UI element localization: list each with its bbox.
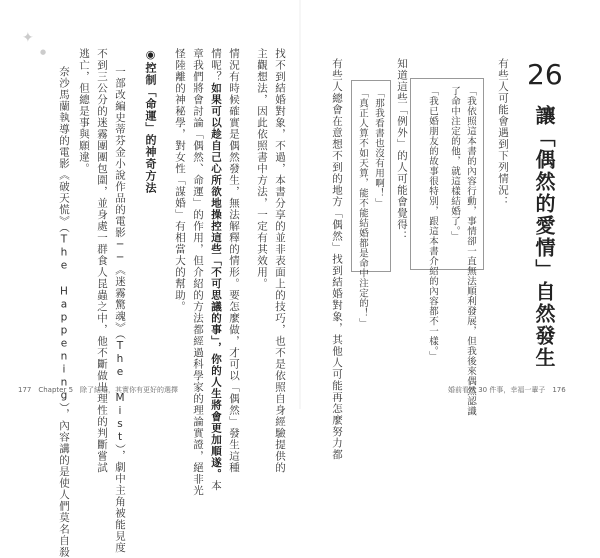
quote-2: 「我已婚朋友的故事很特別，跟這本書介紹的內容都不一樣。」 — [427, 86, 438, 362]
left-col-4 — [208, 48, 224, 491]
left-col-2: 主觀想法，因此依照書中方法，一定有其效用。 — [256, 48, 268, 290]
left-col-5: 章我們將會討論「偶然、命運」的作用，但介紹的方法都經過科學家的理論實證，絕非光 — [192, 48, 204, 497]
left-col-4-emphasis: 如果可以趁自己心所欲地操控這些「不可思議的事」，你的人生將會更加順遂。 — [210, 82, 222, 480]
left-col-8: 不到三公分的迷霧團團包圍，並身處一群食人昆蟲之中，他不斷做出理性的判斷嘗試 — [96, 48, 108, 474]
quote-1-line-2: 了命中注定的他，就這樣結婚了。」 — [449, 86, 460, 242]
left-col-6: 怪陸離的神秘學，對女性「謀婚」有相當大的幫助。 — [174, 48, 186, 313]
left-col-10: 奈沙馬蘭執導的電影《破天慌》（The Happening），內容講的是使人們莫名自殺 — [58, 66, 70, 558]
left-col-9: 逃亡，但總是事與願違。 — [78, 48, 90, 175]
left-col-7: 一部改編史蒂芬金小說作品的電影──《迷霧驚魂》（The Mist），劇中主角被能見度 — [114, 66, 126, 554]
left-col-4-pre: 情呢？ — [210, 48, 222, 83]
quote-3-line-2: 「真正人算不如天算，能不能結婚都是命中注定的！」 — [357, 88, 368, 328]
chapter-title: 讓「偶然的愛情」自然發生 — [532, 105, 556, 369]
section-heading: ◉控制「命運」的神奇方法 — [144, 48, 157, 194]
quote-3-line-1: 「那我看書也沒有用啊！」 — [373, 88, 384, 208]
book-gutter — [299, 0, 301, 409]
left-col-4-post: 本 — [210, 479, 222, 492]
right-line-a: 知道這些「例外」的人可能會覺得： — [396, 58, 408, 242]
right-intro: 有些人可能會遇到下列情況： — [497, 58, 509, 208]
right-footer: 婚前看透 30 件事，幸福一輩子 176 — [448, 386, 566, 394]
left-footer: 177 Chapter 5 除了結婚，其實你有更好的選擇 — [18, 386, 179, 394]
right-line-b: 有些人總會在意想不到的地方「偶然」找到結婚對象，其他人可能再怎麼努力都 — [331, 58, 343, 461]
sparkle-dot-decoration-icon: ● — [40, 48, 47, 56]
sparkle-decoration-icon: ✦ — [22, 30, 34, 46]
chapter-number: 26 — [527, 58, 563, 91]
left-col-1: 找不到結婚對象，不過，本書分享的並非表面上的技巧，也不是依照自身經驗提供的 — [274, 48, 286, 474]
quote-1-line-1: 「我依照這本書的內容行動，事情卻一直無法順利發展，但我後來偶然認識 — [465, 86, 476, 416]
left-col-3: 情況有時候確實是偶然發生，無法解釋的情形。要怎麼做，才可以「偶然」發生這種 — [228, 48, 240, 474]
